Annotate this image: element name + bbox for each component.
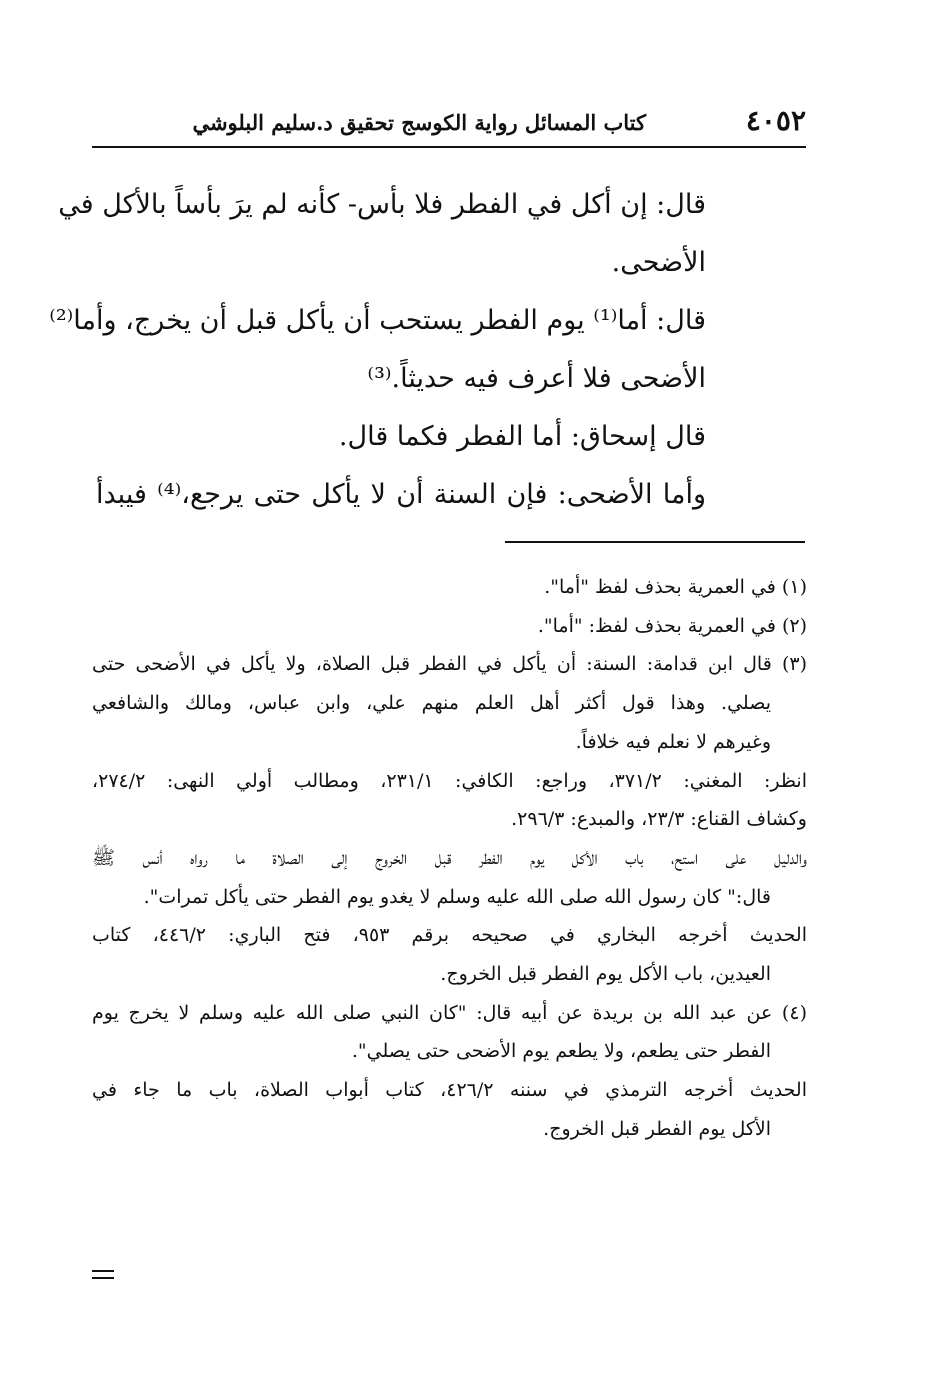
footnote-line: الأكل يوم الفطر قبل الخروج. [543, 1117, 771, 1140]
footnotes [92, 568, 807, 1149]
main-text-line: قال إسحاق: أما الفطر فكما قال. [338, 421, 706, 452]
main-text-line: قال: أما⁽¹⁾ يوم الفطر يستحب أن يأكل قبل أن يخرج، وأما⁽²⁾ [49, 305, 706, 336]
footnote-line: (١) في العمرية بحذف لفظ "أما". [544, 576, 807, 598]
footnote-line: الحديث أخرجه البخاري في صحيحه برقم ٩٥٣، فتح الباري: ٤٤٦/٢، كتاب [92, 924, 807, 947]
footnote-line: قال:" كان رسول الله صلى الله عليه وسلم لا يغدو يوم الفطر حتى يأكل تمرات". [143, 885, 771, 908]
footnote-line: (٣) قال ابن قدامة: السنة: أن يأكل في الفطر قبل الصلاة، ولا يأكل في الأضحى حتى [92, 653, 807, 676]
page-header [92, 104, 806, 148]
main-text-line: وأما الأضحى: فإن السنة أن لا يأكل حتى يرجع،⁽⁴⁾ فيبدأ [96, 479, 707, 510]
footnote-line: وكشاف القناع: ٢٣/٣، والمبدع: ٢٩٦/٣. [511, 808, 807, 831]
main-text-line: الأضحى. [611, 247, 706, 278]
footnote-line: والدليل على استح، باب الأكل يوم الفطر قبل الخروج إلى الصلاة ما رواه أنس ﷺ [92, 846, 807, 869]
running-title: كتاب المسائل رواية الكوسج تحقيق د.سليم البلوشي [192, 110, 646, 135]
footnote-line: (٤) عن عبد الله بن بريدة عن أبيه قال: "كان النبي صلى الله عليه وسلم لا يخرج يوم [92, 1001, 807, 1024]
page-number: ٤٠٥٢ [745, 104, 806, 137]
footnote-line: انظر: المغني: ٣٧١/٢، وراجع: الكافي: ٢٣١/١، ومطالب أولي النهى: ٢٧٤/٢، [92, 769, 808, 792]
main-text-line: قال: إن أكل في الفطر فلا بأس- كأنه لم يرَ بأساً بالأكل في [58, 189, 706, 220]
footnote-line: الحديث أخرجه الترمذي في سننه ٤٢٦/٢، كتاب أبواب الصلاة، باب ما جاء في [92, 1079, 807, 1102]
continuation-mark [92, 1270, 114, 1284]
main-text-line: الأضحى فلا أعرف فيه حديثاً.⁽³⁾ [367, 363, 706, 394]
footnote-line: العيدين، باب الأكل يوم الفطر قبل الخروج. [440, 963, 771, 986]
footnote-line: يصلي. وهذا قول أكثر أهل العلم منهم علي، وابن عباس، ومالك والشافعي [92, 692, 771, 715]
main-text [49, 176, 707, 524]
footnote-line: (٢) في العمرية بحذف لفظ: "أما". [537, 614, 807, 637]
footnote-line: وغيرهم لا نعلم فيه خلافاً. [575, 730, 771, 753]
footnote-separator [505, 541, 805, 543]
footnote-line: الفطر حتى يطعم، ولا يطعم يوم الأضحى حتى يصلي". [351, 1040, 771, 1063]
